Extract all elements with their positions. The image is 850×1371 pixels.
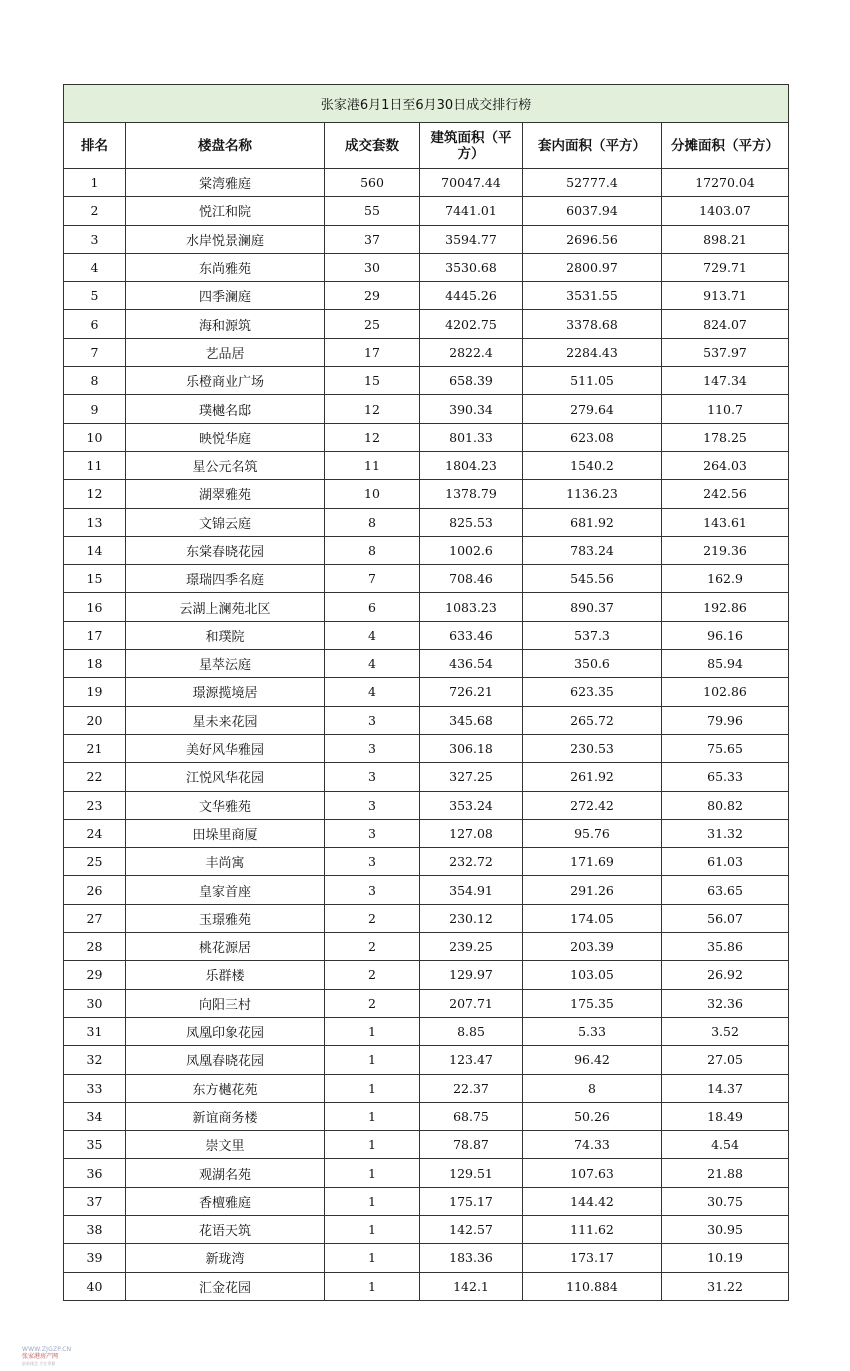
- cell-shared-area: 27.05: [662, 1046, 789, 1074]
- cell-shared-area: 824.07: [662, 310, 789, 338]
- cell-shared-area: 85.94: [662, 650, 789, 678]
- cell-name: 湖翠雅苑: [126, 480, 325, 508]
- cell-rank: 24: [64, 819, 126, 847]
- cell-name: 玉璟雅苑: [126, 904, 325, 932]
- cell-rank: 31: [64, 1017, 126, 1045]
- cell-rank: 26: [64, 876, 126, 904]
- cell-inner-area: 96.42: [523, 1046, 662, 1074]
- table-row: [64, 565, 789, 593]
- cell-rank: 4: [64, 253, 126, 281]
- cell-shared-area: 96.16: [662, 621, 789, 649]
- cell-units: 2: [325, 904, 420, 932]
- table-row: [64, 367, 789, 395]
- cell-shared-area: 26.92: [662, 961, 789, 989]
- cell-shared-area: 17270.04: [662, 169, 789, 197]
- table-row: [64, 338, 789, 366]
- ranking-table: [63, 84, 789, 1301]
- cell-name: 文华雅苑: [126, 791, 325, 819]
- cell-name: 桃花源居: [126, 933, 325, 961]
- cell-shared-area: 178.25: [662, 423, 789, 451]
- cell-rank: 39: [64, 1244, 126, 1272]
- cell-gross-area: 3594.77: [420, 225, 523, 253]
- cell-units: 7: [325, 565, 420, 593]
- table-row: [64, 650, 789, 678]
- table-row: [64, 876, 789, 904]
- cell-inner-area: 2800.97: [523, 253, 662, 281]
- cell-rank: 36: [64, 1159, 126, 1187]
- cell-name: 凤凰印象花园: [126, 1017, 325, 1045]
- cell-inner-area: 261.92: [523, 763, 662, 791]
- cell-gross-area: 1804.23: [420, 451, 523, 479]
- cell-rank: 35: [64, 1131, 126, 1159]
- cell-rank: 22: [64, 763, 126, 791]
- cell-shared-area: 3.52: [662, 1017, 789, 1045]
- cell-gross-area: 2822.4: [420, 338, 523, 366]
- cell-gross-area: 708.46: [420, 565, 523, 593]
- cell-name: 花语天筑: [126, 1215, 325, 1243]
- cell-inner-area: 1136.23: [523, 480, 662, 508]
- cell-gross-area: 726.21: [420, 678, 523, 706]
- cell-rank: 18: [64, 650, 126, 678]
- cell-shared-area: 65.33: [662, 763, 789, 791]
- cell-shared-area: 61.03: [662, 848, 789, 876]
- header-inner-area: 套内面积（平方）: [523, 123, 662, 169]
- header-rank: 排名: [64, 123, 126, 169]
- cell-units: 560: [325, 169, 420, 197]
- cell-rank: 37: [64, 1187, 126, 1215]
- cell-gross-area: 129.97: [420, 961, 523, 989]
- cell-gross-area: 1378.79: [420, 480, 523, 508]
- cell-inner-area: 545.56: [523, 565, 662, 593]
- cell-units: 2: [325, 933, 420, 961]
- cell-name: 和璞院: [126, 621, 325, 649]
- cell-shared-area: 264.03: [662, 451, 789, 479]
- cell-name: 星未来花园: [126, 706, 325, 734]
- cell-units: 3: [325, 791, 420, 819]
- cell-shared-area: 242.56: [662, 480, 789, 508]
- table-row: [64, 169, 789, 197]
- watermark-url: WWW.ZJGZP.CN: [22, 1346, 72, 1353]
- cell-shared-area: 30.95: [662, 1215, 789, 1243]
- cell-name: 璟瑞四季名庭: [126, 565, 325, 593]
- cell-shared-area: 31.32: [662, 819, 789, 847]
- cell-inner-area: 50.26: [523, 1102, 662, 1130]
- cell-inner-area: 174.05: [523, 904, 662, 932]
- cell-inner-area: 783.24: [523, 536, 662, 564]
- cell-rank: 8: [64, 367, 126, 395]
- cell-units: 1: [325, 1215, 420, 1243]
- cell-name: 东尚雅苑: [126, 253, 325, 281]
- cell-rank: 6: [64, 310, 126, 338]
- cell-inner-area: 511.05: [523, 367, 662, 395]
- cell-rank: 33: [64, 1074, 126, 1102]
- cell-inner-area: 203.39: [523, 933, 662, 961]
- cell-name: 汇金花园: [126, 1272, 325, 1300]
- header-row: [64, 123, 789, 169]
- cell-name: 新谊商务楼: [126, 1102, 325, 1130]
- cell-gross-area: 390.34: [420, 395, 523, 423]
- cell-rank: 12: [64, 480, 126, 508]
- cell-units: 29: [325, 282, 420, 310]
- cell-name: 艺品居: [126, 338, 325, 366]
- cell-inner-area: 95.76: [523, 819, 662, 847]
- cell-gross-area: 22.37: [420, 1074, 523, 1102]
- table-row: [64, 706, 789, 734]
- cell-inner-area: 623.35: [523, 678, 662, 706]
- cell-gross-area: 232.72: [420, 848, 523, 876]
- cell-units: 1: [325, 1159, 420, 1187]
- cell-units: 1: [325, 1244, 420, 1272]
- header-gross-area: 建筑面积（平方）: [420, 123, 523, 169]
- cell-name: 新珑湾: [126, 1244, 325, 1272]
- cell-shared-area: 219.36: [662, 536, 789, 564]
- cell-rank: 2: [64, 197, 126, 225]
- cell-units: 2: [325, 989, 420, 1017]
- ranking-sheet: [63, 84, 788, 1301]
- table-row: [64, 961, 789, 989]
- cell-shared-area: 1403.07: [662, 197, 789, 225]
- table-row: [64, 848, 789, 876]
- cell-gross-area: 129.51: [420, 1159, 523, 1187]
- cell-inner-area: 111.62: [523, 1215, 662, 1243]
- cell-units: 3: [325, 819, 420, 847]
- cell-shared-area: 30.75: [662, 1187, 789, 1215]
- cell-gross-area: 1083.23: [420, 593, 523, 621]
- cell-rank: 25: [64, 848, 126, 876]
- cell-gross-area: 4202.75: [420, 310, 523, 338]
- cell-shared-area: 18.49: [662, 1102, 789, 1130]
- cell-inner-area: 2284.43: [523, 338, 662, 366]
- cell-units: 3: [325, 876, 420, 904]
- cell-name: 云湖上澜苑北区: [126, 593, 325, 621]
- cell-rank: 32: [64, 1046, 126, 1074]
- cell-name: 崇文里: [126, 1131, 325, 1159]
- cell-units: 6: [325, 593, 420, 621]
- table-row: [64, 989, 789, 1017]
- cell-inner-area: 107.63: [523, 1159, 662, 1187]
- cell-units: 4: [325, 621, 420, 649]
- cell-gross-area: 7441.01: [420, 197, 523, 225]
- cell-gross-area: 3530.68: [420, 253, 523, 281]
- cell-rank: 23: [64, 791, 126, 819]
- cell-gross-area: 306.18: [420, 734, 523, 762]
- watermark-name: 张家港房产网: [22, 1353, 59, 1360]
- cell-units: 3: [325, 706, 420, 734]
- cell-gross-area: 142.57: [420, 1215, 523, 1243]
- cell-inner-area: 291.26: [523, 876, 662, 904]
- cell-shared-area: 192.86: [662, 593, 789, 621]
- cell-inner-area: 279.64: [523, 395, 662, 423]
- cell-rank: 34: [64, 1102, 126, 1130]
- cell-units: 17: [325, 338, 420, 366]
- cell-name: 乐群楼: [126, 961, 325, 989]
- cell-inner-area: 74.33: [523, 1131, 662, 1159]
- cell-shared-area: 32.36: [662, 989, 789, 1017]
- cell-units: 15: [325, 367, 420, 395]
- cell-shared-area: 898.21: [662, 225, 789, 253]
- cell-rank: 16: [64, 593, 126, 621]
- table-body: [64, 169, 789, 1301]
- cell-rank: 14: [64, 536, 126, 564]
- cell-units: 1: [325, 1187, 420, 1215]
- cell-gross-area: 239.25: [420, 933, 523, 961]
- cell-inner-area: 52777.4: [523, 169, 662, 197]
- title-row: [64, 85, 789, 123]
- table-row: [64, 1187, 789, 1215]
- cell-gross-area: 353.24: [420, 791, 523, 819]
- cell-name: 水岸悦景澜庭: [126, 225, 325, 253]
- cell-gross-area: 1002.6: [420, 536, 523, 564]
- cell-gross-area: 4445.26: [420, 282, 523, 310]
- cell-gross-area: 801.33: [420, 423, 523, 451]
- table-row: [64, 451, 789, 479]
- cell-gross-area: 127.08: [420, 819, 523, 847]
- cell-name: 丰尚寓: [126, 848, 325, 876]
- cell-rank: 5: [64, 282, 126, 310]
- table-row: [64, 1244, 789, 1272]
- cell-shared-area: 4.54: [662, 1131, 789, 1159]
- cell-inner-area: 623.08: [523, 423, 662, 451]
- cell-shared-area: 102.86: [662, 678, 789, 706]
- cell-gross-area: 658.39: [420, 367, 523, 395]
- cell-rank: 27: [64, 904, 126, 932]
- table-row: [64, 819, 789, 847]
- table-row: [64, 423, 789, 451]
- watermark-logo: [22, 1346, 82, 1367]
- cell-name: 皇家首座: [126, 876, 325, 904]
- cell-inner-area: 103.05: [523, 961, 662, 989]
- cell-name: 棠湾雅庭: [126, 169, 325, 197]
- cell-name: 东棠春晓花园: [126, 536, 325, 564]
- cell-rank: 40: [64, 1272, 126, 1300]
- cell-units: 8: [325, 536, 420, 564]
- table-row: [64, 1017, 789, 1045]
- cell-inner-area: 230.53: [523, 734, 662, 762]
- cell-units: 4: [325, 650, 420, 678]
- cell-inner-area: 681.92: [523, 508, 662, 536]
- cell-units: 10: [325, 480, 420, 508]
- cell-units: 8: [325, 508, 420, 536]
- cell-inner-area: 3531.55: [523, 282, 662, 310]
- cell-shared-area: 147.34: [662, 367, 789, 395]
- cell-name: 映悦华庭: [126, 423, 325, 451]
- table-row: [64, 225, 789, 253]
- cell-units: 55: [325, 197, 420, 225]
- header-units: 成交套数: [325, 123, 420, 169]
- cell-shared-area: 79.96: [662, 706, 789, 734]
- cell-name: 星萃沄庭: [126, 650, 325, 678]
- cell-gross-area: 175.17: [420, 1187, 523, 1215]
- cell-gross-area: 8.85: [420, 1017, 523, 1045]
- cell-units: 12: [325, 423, 420, 451]
- cell-inner-area: 890.37: [523, 593, 662, 621]
- cell-inner-area: 110.884: [523, 1272, 662, 1300]
- cell-rank: 29: [64, 961, 126, 989]
- cell-name: 星公元名筑: [126, 451, 325, 479]
- header-name: 楼盘名称: [126, 123, 325, 169]
- cell-shared-area: 537.97: [662, 338, 789, 366]
- cell-shared-area: 143.61: [662, 508, 789, 536]
- cell-gross-area: 327.25: [420, 763, 523, 791]
- table-row: [64, 395, 789, 423]
- table-row: [64, 1074, 789, 1102]
- cell-rank: 30: [64, 989, 126, 1017]
- cell-inner-area: 175.35: [523, 989, 662, 1017]
- cell-inner-area: 3378.68: [523, 310, 662, 338]
- cell-units: 30: [325, 253, 420, 281]
- cell-gross-area: 436.54: [420, 650, 523, 678]
- cell-inner-area: 171.69: [523, 848, 662, 876]
- cell-inner-area: 173.17: [523, 1244, 662, 1272]
- cell-rank: 15: [64, 565, 126, 593]
- cell-units: 4: [325, 678, 420, 706]
- cell-shared-area: 63.65: [662, 876, 789, 904]
- cell-rank: 3: [64, 225, 126, 253]
- table-row: [64, 593, 789, 621]
- table-row: [64, 678, 789, 706]
- table-row: [64, 904, 789, 932]
- cell-shared-area: 913.71: [662, 282, 789, 310]
- cell-name: 东方樾花苑: [126, 1074, 325, 1102]
- watermark-slogan: 最新楼盘 尽在掌握: [22, 1361, 56, 1366]
- cell-name: 璞樾名邸: [126, 395, 325, 423]
- table-row: [64, 1159, 789, 1187]
- cell-units: 3: [325, 848, 420, 876]
- cell-inner-area: 537.3: [523, 621, 662, 649]
- cell-shared-area: 56.07: [662, 904, 789, 932]
- table-row: [64, 1272, 789, 1300]
- cell-units: 11: [325, 451, 420, 479]
- cell-units: 37: [325, 225, 420, 253]
- cell-shared-area: 10.19: [662, 1244, 789, 1272]
- cell-inner-area: 144.42: [523, 1187, 662, 1215]
- cell-rank: 38: [64, 1215, 126, 1243]
- cell-gross-area: 142.1: [420, 1272, 523, 1300]
- cell-rank: 21: [64, 734, 126, 762]
- table-row: [64, 480, 789, 508]
- cell-name: 田垛里商厦: [126, 819, 325, 847]
- table-row: [64, 734, 789, 762]
- cell-inner-area: 8: [523, 1074, 662, 1102]
- cell-shared-area: 80.82: [662, 791, 789, 819]
- cell-inner-area: 350.6: [523, 650, 662, 678]
- table-row: [64, 282, 789, 310]
- cell-shared-area: 35.86: [662, 933, 789, 961]
- cell-gross-area: 825.53: [420, 508, 523, 536]
- cell-name: 向阳三村: [126, 989, 325, 1017]
- cell-name: 乐橙商业广场: [126, 367, 325, 395]
- table-title: 张家港6月1日至6月30日成交排行榜: [64, 85, 789, 123]
- cell-name: 文锦云庭: [126, 508, 325, 536]
- cell-units: 1: [325, 1102, 420, 1130]
- cell-rank: 17: [64, 621, 126, 649]
- header-shared-area: 分摊面积（平方）: [662, 123, 789, 169]
- table-row: [64, 536, 789, 564]
- cell-inner-area: 1540.2: [523, 451, 662, 479]
- cell-units: 1: [325, 1017, 420, 1045]
- cell-shared-area: 14.37: [662, 1074, 789, 1102]
- cell-rank: 20: [64, 706, 126, 734]
- cell-rank: 10: [64, 423, 126, 451]
- cell-units: 1: [325, 1272, 420, 1300]
- table-row: [64, 763, 789, 791]
- cell-gross-area: 183.36: [420, 1244, 523, 1272]
- cell-gross-area: 70047.44: [420, 169, 523, 197]
- cell-units: 12: [325, 395, 420, 423]
- cell-shared-area: 162.9: [662, 565, 789, 593]
- cell-gross-area: 123.47: [420, 1046, 523, 1074]
- cell-name: 璟源揽境居: [126, 678, 325, 706]
- table-row: [64, 197, 789, 225]
- cell-units: 3: [325, 763, 420, 791]
- cell-rank: 19: [64, 678, 126, 706]
- table-row: [64, 933, 789, 961]
- cell-gross-area: 354.91: [420, 876, 523, 904]
- cell-units: 1: [325, 1131, 420, 1159]
- table-row: [64, 253, 789, 281]
- table-row: [64, 310, 789, 338]
- cell-units: 1: [325, 1074, 420, 1102]
- cell-shared-area: 729.71: [662, 253, 789, 281]
- cell-name: 观湖名苑: [126, 1159, 325, 1187]
- cell-name: 四季澜庭: [126, 282, 325, 310]
- cell-rank: 11: [64, 451, 126, 479]
- cell-gross-area: 230.12: [420, 904, 523, 932]
- cell-units: 1: [325, 1046, 420, 1074]
- cell-gross-area: 68.75: [420, 1102, 523, 1130]
- cell-gross-area: 207.71: [420, 989, 523, 1017]
- cell-shared-area: 75.65: [662, 734, 789, 762]
- cell-units: 2: [325, 961, 420, 989]
- cell-name: 海和源筑: [126, 310, 325, 338]
- cell-rank: 9: [64, 395, 126, 423]
- cell-gross-area: 633.46: [420, 621, 523, 649]
- table-row: [64, 1046, 789, 1074]
- table-row: [64, 1215, 789, 1243]
- cell-shared-area: 110.7: [662, 395, 789, 423]
- table-row: [64, 791, 789, 819]
- table-row: [64, 1131, 789, 1159]
- cell-name: 美好风华雅园: [126, 734, 325, 762]
- cell-inner-area: 5.33: [523, 1017, 662, 1045]
- table-row: [64, 1102, 789, 1130]
- cell-shared-area: 21.88: [662, 1159, 789, 1187]
- cell-inner-area: 6037.94: [523, 197, 662, 225]
- cell-name: 凤凰春晓花园: [126, 1046, 325, 1074]
- cell-rank: 7: [64, 338, 126, 366]
- cell-units: 3: [325, 734, 420, 762]
- cell-name: 悦江和院: [126, 197, 325, 225]
- cell-rank: 1: [64, 169, 126, 197]
- cell-gross-area: 78.87: [420, 1131, 523, 1159]
- cell-inner-area: 272.42: [523, 791, 662, 819]
- cell-name: 香檀雅庭: [126, 1187, 325, 1215]
- table-row: [64, 621, 789, 649]
- cell-units: 25: [325, 310, 420, 338]
- cell-name: 江悦风华花园: [126, 763, 325, 791]
- table-row: [64, 508, 789, 536]
- cell-gross-area: 345.68: [420, 706, 523, 734]
- cell-rank: 28: [64, 933, 126, 961]
- cell-inner-area: 2696.56: [523, 225, 662, 253]
- cell-rank: 13: [64, 508, 126, 536]
- cell-inner-area: 265.72: [523, 706, 662, 734]
- cell-shared-area: 31.22: [662, 1272, 789, 1300]
